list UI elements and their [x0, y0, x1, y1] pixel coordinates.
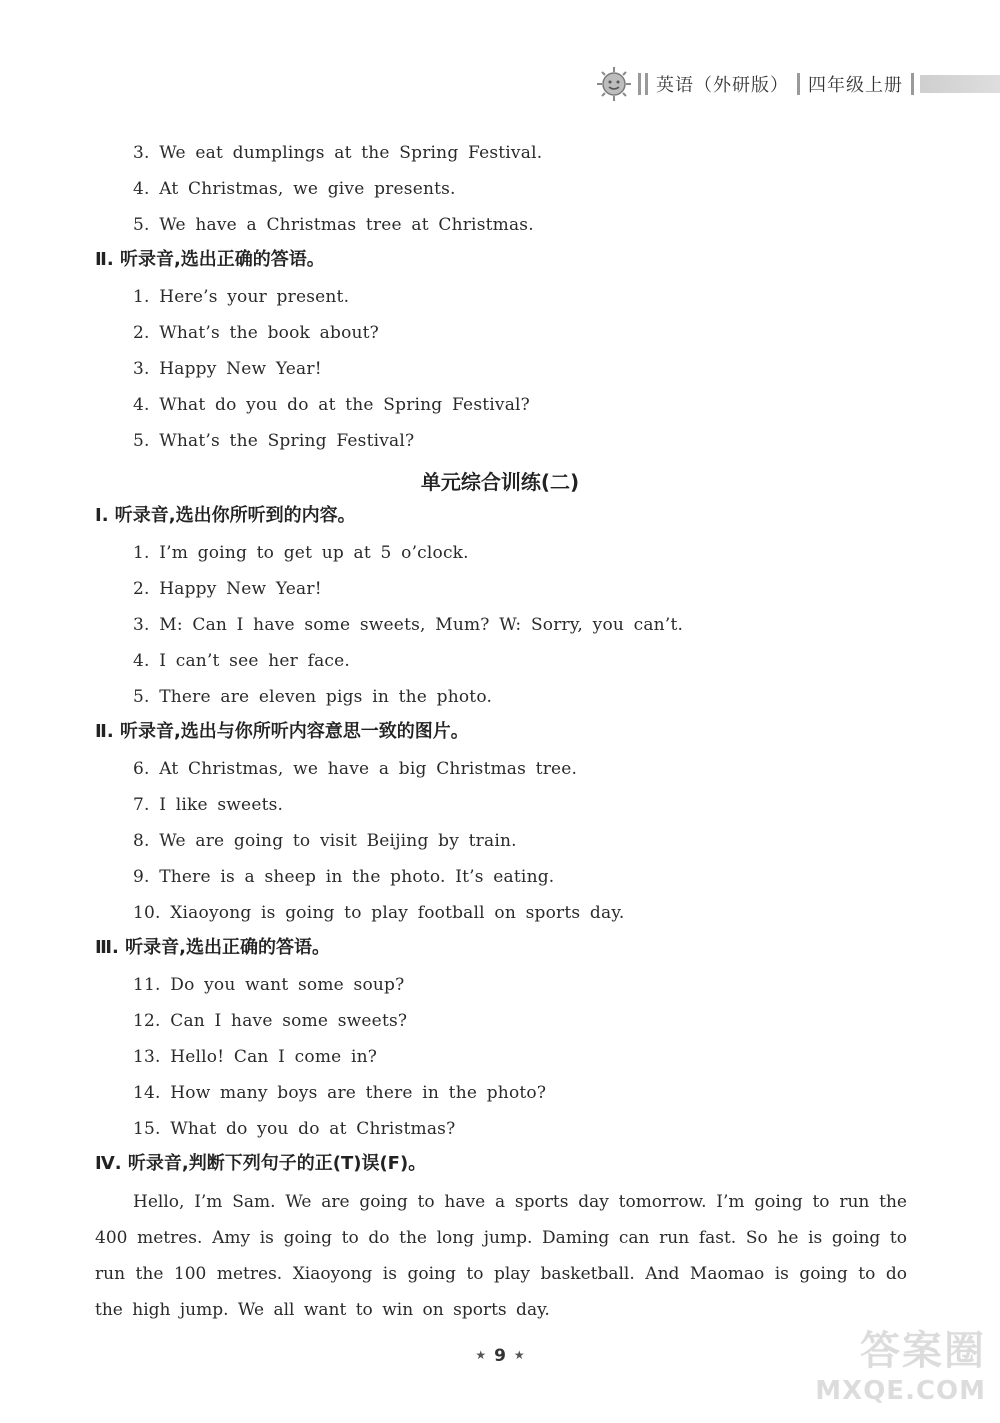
list-item: 2. What’s the book about? [133, 323, 379, 343]
list-item: 5. We have a Christmas tree at Christmas. [133, 215, 534, 235]
list-item: 1. Here’s your present. [133, 287, 350, 307]
star-icon: ★ [475, 1348, 487, 1362]
watermark [786, 1319, 986, 1409]
passage-paragraph: Hello, I’m Sam. We are going to have a sports day tomorrow. I’m going to run the 400 metres. Amy is going to do the long jump. Daming can run fast. So he is going to run the 100 metres. Xiaoyong is going to play basketball. And Maomao is going to do the high jump. We all want to win on sports day. [95, 1192, 907, 1320]
list-item: 3. Happy New Year! [133, 359, 322, 379]
watermark-top: 答案圈 [860, 1328, 986, 1374]
list-item: 6. At Christmas, we have a big Christmas tree. [133, 759, 578, 779]
header-divider [638, 73, 641, 95]
list-item: 11. Do you want some soup? [133, 975, 405, 995]
list-item: 2. Happy New Year! [133, 579, 322, 599]
list-item: 7. I like sweets. [133, 795, 284, 815]
list-item: 13. Hello! Can I come in? [133, 1047, 378, 1067]
list-item: 14. How many boys are there in the photo? [133, 1083, 547, 1103]
watermark-bottom: MXQE.COM [815, 1376, 986, 1406]
section-heading: Ⅳ. 听录音,判断下列句子的正(T)误(F)。 [95, 1153, 427, 1174]
list-item: 12. Can I have some sweets? [133, 1011, 408, 1031]
list-item: 3. M: Can I have some sweets, Mum? W: Sorry, you can’t. [133, 615, 684, 635]
header-grey-band [920, 75, 1000, 93]
header-divider [797, 73, 800, 95]
list-item: 10. Xiaoyong is going to play football on sports day. [133, 903, 625, 923]
list-item: 1. I’m going to get up at 5 o’clock. [133, 543, 469, 563]
page-number-value: 9 [494, 1346, 506, 1366]
section-heading: Ⅲ. 听录音,选出正确的答语。 [95, 937, 330, 958]
header-divider [645, 73, 648, 95]
list-item: 15. What do you do at Christmas? [133, 1119, 456, 1139]
list-item: 4. At Christmas, we give presents. [133, 179, 456, 199]
star-icon: ★ [513, 1348, 525, 1362]
list-item: 9. There is a sheep in the photo. It’s eating. [133, 867, 555, 887]
sun-logo-icon [596, 66, 632, 102]
section-heading: Ⅱ. 听录音,选出与你所听内容意思一致的图片。 [95, 721, 469, 742]
list-item: 5. There are eleven pigs in the photo. [133, 687, 493, 707]
list-item: 8. We are going to visit Beijing by train. [133, 831, 517, 851]
list-item: 3. We eat dumplings at the Spring Festival. [133, 143, 543, 163]
section-heading: Ⅱ. 听录音,选出正确的答语。 [95, 249, 325, 270]
list-item: 4. I can’t see her face. [133, 651, 350, 671]
list-item: 5. What’s the Spring Festival? [133, 431, 415, 451]
header-subject: 英语（外研版） [656, 75, 789, 96]
header-grade: 四年级上册 [808, 75, 903, 96]
page-header [596, 62, 1000, 106]
section-heading: Ⅰ. 听录音,选出你所听到的内容。 [95, 505, 356, 526]
list-item: 4. What do you do at the Spring Festival? [133, 395, 531, 415]
header-divider [911, 73, 914, 95]
unit-title: 单元综合训练(二) [420, 470, 580, 494]
